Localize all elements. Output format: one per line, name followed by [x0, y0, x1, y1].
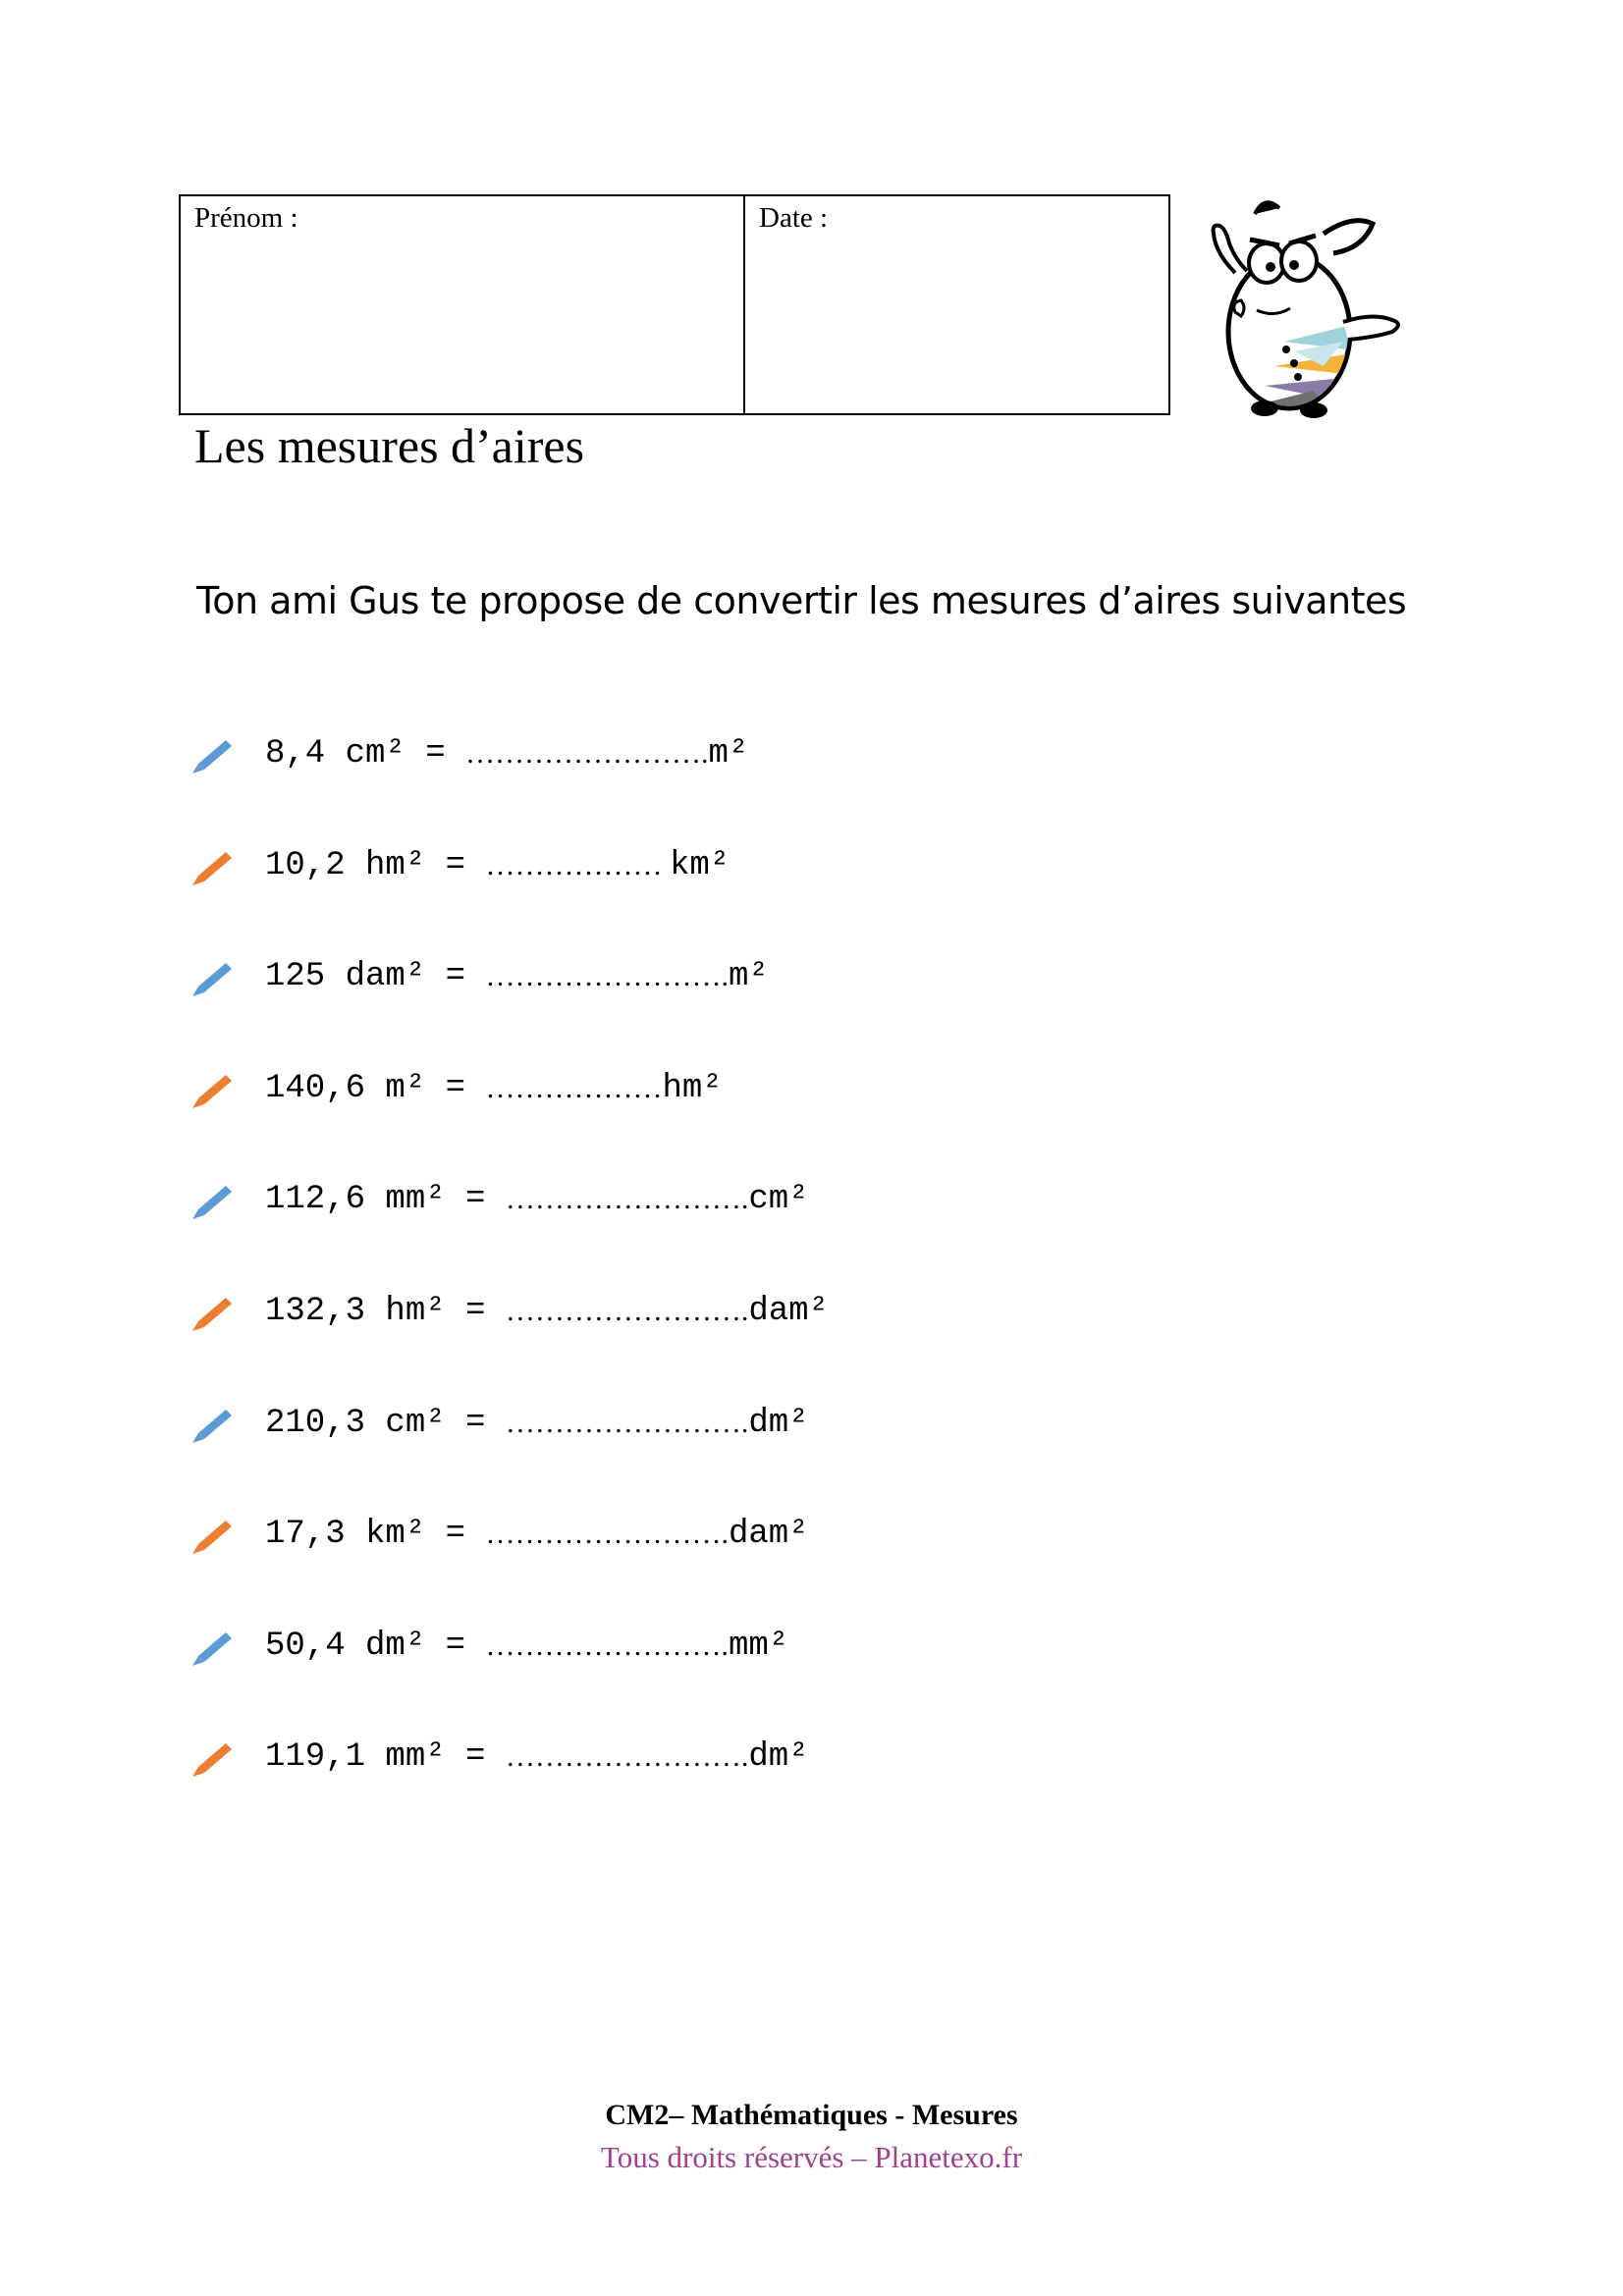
exercise-item: [189, 949, 829, 1061]
exercise-expression: 210,3 cm² =: [265, 1404, 506, 1442]
target-unit: mm²: [728, 1627, 789, 1665]
target-unit: m²: [708, 735, 749, 773]
gus-mascot-icon: [1196, 194, 1422, 420]
answer-blank[interactable]: …………………….: [505, 1740, 749, 1774]
answer-blank[interactable]: …………………….: [485, 960, 729, 993]
exercise-expression: 17,3 km² =: [265, 1516, 486, 1554]
answer-blank[interactable]: ………………: [485, 848, 670, 881]
exercise-expression: 8,4 cm² =: [265, 735, 466, 773]
exercise-expression: 125 dam² =: [265, 958, 486, 996]
answer-blank[interactable]: …………………….: [505, 1294, 749, 1327]
target-unit: dm²: [748, 1404, 809, 1442]
exercise-item: [189, 1284, 829, 1396]
footer-rights: Tous droits réservés – Planetexo.fr: [600, 2140, 1023, 2174]
target-unit: dm²: [748, 1738, 809, 1777]
pencil-blue-icon: [189, 957, 236, 996]
footer-title: CM2– Mathématiques - Mesures: [605, 2099, 1018, 2131]
target-unit: hm²: [662, 1069, 723, 1107]
pencil-orange-icon: [189, 1292, 236, 1331]
exercise-expression: 112,6 mm² =: [265, 1181, 506, 1219]
pencil-blue-icon: [189, 734, 236, 774]
page-title: Les mesures d’aires: [194, 418, 585, 473]
name-date-table: [179, 194, 1170, 415]
exercise-item: [189, 838, 829, 950]
exercise-item: [189, 1730, 829, 1842]
exercise-expression: 119,1 mm² =: [265, 1738, 506, 1777]
answer-blank[interactable]: …………………….: [505, 1183, 749, 1216]
date-label: Date :: [759, 202, 829, 234]
exercise-item: [189, 1396, 829, 1508]
exercise-item: [189, 726, 829, 838]
target-unit: km²: [669, 846, 730, 884]
exercise-item: [189, 1061, 829, 1173]
pencil-blue-icon: [189, 1627, 236, 1666]
pencil-blue-icon: [189, 1404, 236, 1443]
pencil-orange-icon: [189, 1737, 236, 1777]
date-field[interactable]: [745, 196, 1168, 413]
exercise-item: [189, 1172, 829, 1284]
exercise-item: [189, 1507, 829, 1619]
answer-blank[interactable]: ………………: [485, 1071, 663, 1104]
name-label: Prénom :: [194, 202, 298, 234]
answer-blank[interactable]: …………………….: [505, 1406, 749, 1439]
exercise-list: [189, 726, 829, 1842]
pencil-blue-icon: [189, 1180, 236, 1219]
pencil-orange-icon: [189, 846, 236, 885]
answer-blank[interactable]: …………………….: [485, 1629, 729, 1662]
target-unit: dam²: [748, 1292, 829, 1330]
target-unit: m²: [728, 958, 769, 996]
pencil-orange-icon: [189, 1069, 236, 1108]
exercise-expression: 10,2 hm² =: [265, 846, 486, 884]
exercise-item: [189, 1619, 829, 1731]
answer-blank[interactable]: …………………….: [465, 737, 709, 770]
exercise-expression: 140,6 m² =: [265, 1069, 486, 1107]
target-unit: cm²: [748, 1181, 809, 1219]
answer-blank[interactable]: …………………….: [485, 1518, 729, 1551]
target-unit: dam²: [728, 1516, 809, 1554]
exercise-expression: 50,4 dm² =: [265, 1627, 486, 1665]
name-field[interactable]: [181, 196, 745, 413]
exercise-expression: 132,3 hm² =: [265, 1292, 506, 1330]
pencil-orange-icon: [189, 1515, 236, 1554]
instruction-text: Ton ami Gus te propose de convertir les mesures d’aires suivantes: [196, 579, 1407, 622]
